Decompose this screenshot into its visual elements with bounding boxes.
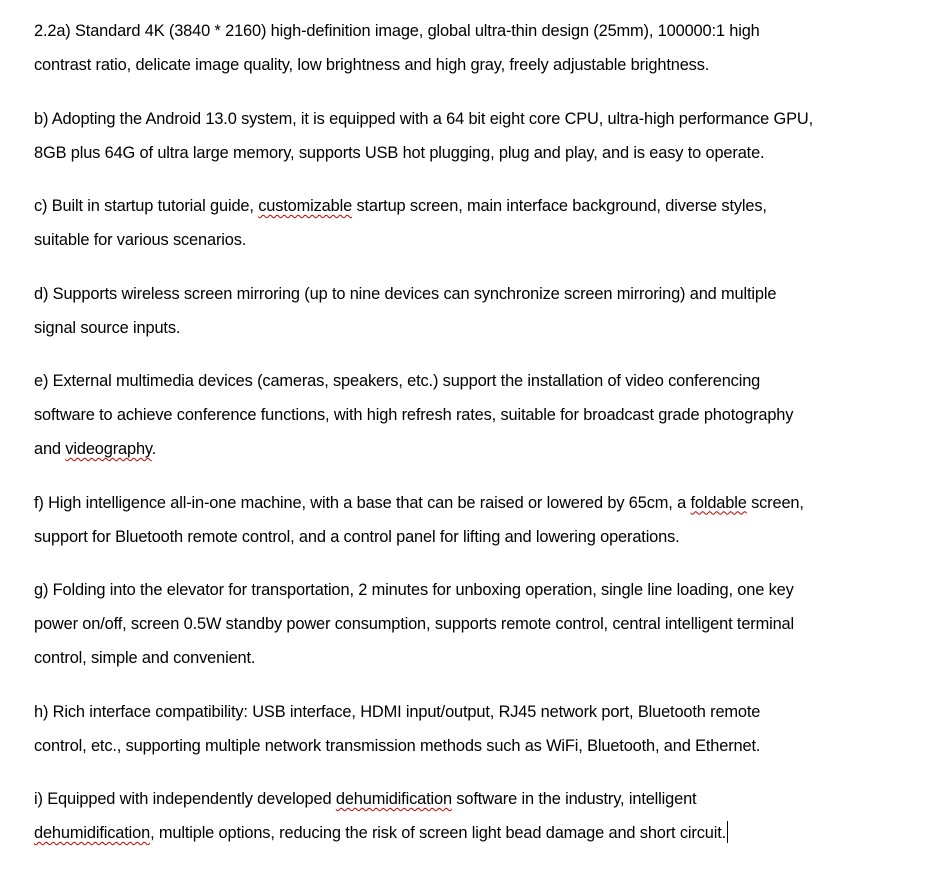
paragraph [34, 573, 914, 675]
text-run: support for Bluetooth remote control, and a control panel for lifting and lowering operations. [34, 527, 680, 546]
paragraph [34, 189, 914, 257]
paragraph [34, 486, 914, 554]
text-run: , multiple options, reducing the risk of screen light bead damage and short circuit. [150, 824, 727, 842]
text-line [34, 311, 914, 345]
text-line [34, 364, 914, 398]
text-run: control, etc., supporting multiple network transmission methods such as WiFi, Bluetooth, and Ethernet. [34, 736, 761, 755]
text-line [34, 607, 914, 641]
text-line [34, 486, 914, 520]
text-run: screen, [746, 493, 804, 512]
text-run: e) External multimedia devices (cameras, speakers, etc.) support the installation of video conferencing [34, 372, 761, 390]
text-run: i) Equipped with independently developed [34, 790, 336, 808]
text-run: f) High intelligence all-in-one machine, with a base that can be raised or lowered by 65cm, a [34, 493, 691, 512]
paragraph [34, 14, 914, 82]
paragraph [34, 364, 914, 466]
text-line [34, 520, 914, 554]
text-line [34, 695, 914, 729]
spellcheck-flagged-word: customizable [258, 197, 353, 215]
document-body[interactable] [34, 14, 914, 870]
text-line [34, 48, 914, 82]
spellcheck-flagged-word: dehumidification [335, 790, 452, 808]
text-run: d) Supports wireless screen mirroring (up to nine devices can synchronize screen mirroring) and multiple [34, 284, 777, 303]
text-line [34, 432, 914, 466]
text-run: 2.2a) Standard 4K (3840 * 2160) high-definition image, global ultra-thin design (25mm), 100000:1 high [34, 22, 760, 40]
text-line [34, 641, 914, 675]
text-line [34, 136, 914, 170]
text-run: 8GB plus 64G of ultra large memory, supports USB hot plugging, plug and play, and is easy to operate. [34, 143, 765, 162]
text-run: software to achieve conference functions, with high refresh rates, suitable for broadcast grade photography [34, 406, 794, 424]
text-run: b) Adopting the Android 13.0 system, it is equipped with a 64 bit eight core CPU, ultra-high performance GPU, [34, 109, 814, 128]
paragraph [34, 277, 914, 345]
text-run: g) Folding into the elevator for transportation, 2 minutes for unboxing operation, single line loading, one key [34, 581, 794, 599]
text-line [34, 729, 914, 763]
text-line [34, 398, 914, 432]
text-line [34, 816, 914, 850]
text-line [34, 102, 914, 136]
text-cursor [727, 821, 728, 843]
text-line [34, 14, 914, 48]
text-run: startup screen, main interface background, diverse styles, [352, 197, 767, 215]
text-run: control, simple and convenient. [34, 649, 256, 667]
paragraph [34, 695, 914, 763]
text-line [34, 223, 914, 257]
text-run: c) Built in startup tutorial guide, [34, 197, 259, 215]
text-line [34, 277, 914, 311]
text-line [34, 782, 914, 816]
text-run: . [151, 440, 157, 458]
text-run: suitable for various scenarios. [34, 231, 247, 249]
spellcheck-flagged-word: dehumidification [34, 824, 151, 842]
spellcheck-flagged-word: foldable [690, 493, 747, 512]
paragraph [34, 102, 914, 170]
text-run: power on/off, screen 0.5W standby power consumption, supports remote control, central intelligent terminal [34, 615, 795, 633]
text-line [34, 189, 914, 223]
text-run: signal source inputs. [34, 318, 181, 337]
paragraph [34, 782, 914, 850]
text-run: contrast ratio, delicate image quality, low brightness and high gray, freely adjustable brightness. [34, 56, 710, 74]
text-run: software in the industry, intelligent [451, 790, 697, 808]
text-line [34, 573, 914, 607]
spellcheck-flagged-word: videography [65, 440, 152, 458]
text-run: and [34, 440, 66, 458]
text-run: h) Rich interface compatibility: USB interface, HDMI input/output, RJ45 network port, Bluetooth remote [34, 702, 761, 721]
